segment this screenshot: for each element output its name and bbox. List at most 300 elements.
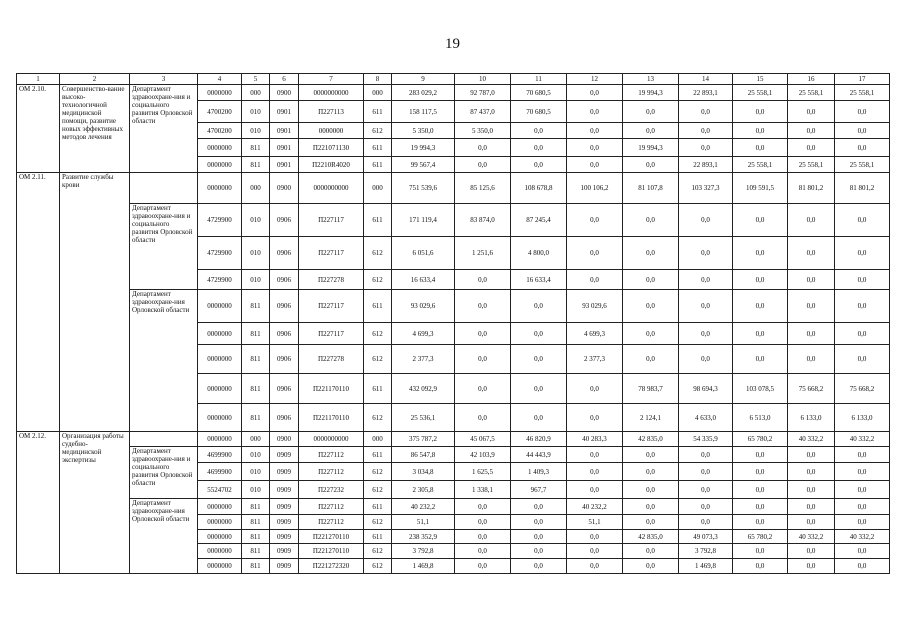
data-cell: 811: [242, 559, 270, 574]
data-cell: 0,0: [788, 101, 835, 123]
data-cell: 5524702: [198, 481, 242, 499]
data-cell: П227113: [299, 101, 364, 123]
data-cell: 0901: [270, 101, 299, 123]
data-cell: 0,0: [567, 530, 623, 544]
data-cell: П227117: [299, 204, 364, 237]
data-cell: 93 029,6: [392, 290, 455, 323]
data-cell: 0909: [270, 559, 299, 574]
data-cell: 0,0: [511, 544, 567, 559]
data-cell: 0000000: [198, 559, 242, 574]
data-cell: 0,0: [835, 323, 890, 345]
data-cell: П227117: [299, 323, 364, 345]
data-cell: 25 558,1: [835, 157, 890, 173]
data-cell: 65 780,2: [733, 530, 788, 544]
data-cell: 0909: [270, 544, 299, 559]
data-cell: 0901: [270, 139, 299, 157]
data-cell: П227117: [299, 290, 364, 323]
data-cell: 4700200: [198, 101, 242, 123]
data-cell: 0,0: [511, 345, 567, 374]
data-cell: 0,0: [623, 345, 679, 374]
data-cell: 0000000: [198, 499, 242, 515]
data-cell: 1 251,6: [455, 237, 511, 270]
data-cell: 0,0: [835, 515, 890, 530]
data-cell: 611: [364, 530, 392, 544]
data-cell: 611: [364, 139, 392, 157]
data-cell: 811: [242, 374, 270, 404]
data-cell: 16 633,4: [511, 270, 567, 290]
measure-code: ОМ 2.10.: [17, 85, 60, 173]
data-cell: 0,0: [733, 290, 788, 323]
data-cell: 0000000: [198, 530, 242, 544]
data-cell: 0,0: [623, 237, 679, 270]
data-cell: 811: [242, 290, 270, 323]
data-cell: 44 443,9: [511, 447, 567, 463]
data-cell: 811: [242, 345, 270, 374]
data-cell: 0,0: [679, 463, 733, 481]
data-cell: 40 332,2: [788, 432, 835, 447]
data-cell: 0,0: [623, 447, 679, 463]
data-cell: П221270110: [299, 530, 364, 544]
data-cell: 0,0: [733, 544, 788, 559]
data-cell: 0000000000: [299, 173, 364, 204]
data-cell: 0,0: [567, 447, 623, 463]
data-cell: 611: [364, 204, 392, 237]
data-cell: 0,0: [835, 101, 890, 123]
data-cell: 0,0: [733, 139, 788, 157]
data-cell: 612: [364, 123, 392, 139]
data-cell: П221272320: [299, 559, 364, 574]
data-cell: 2 377,3: [567, 345, 623, 374]
data-cell: 0,0: [733, 559, 788, 574]
data-cell: 0,0: [567, 101, 623, 123]
data-cell: 0909: [270, 447, 299, 463]
data-cell: 0,0: [788, 463, 835, 481]
data-cell: 3 034,8: [392, 463, 455, 481]
data-cell: 25 558,1: [788, 157, 835, 173]
data-cell: 000: [242, 85, 270, 101]
data-cell: 612: [364, 404, 392, 432]
column-header: 14: [679, 74, 733, 85]
data-cell: 108 678,8: [511, 173, 567, 204]
data-cell: 16 633,4: [392, 270, 455, 290]
data-cell: 0,0: [567, 481, 623, 499]
table-row: [17, 204, 890, 237]
data-cell: 0,0: [455, 515, 511, 530]
data-cell: 0,0: [511, 323, 567, 345]
data-cell: 0909: [270, 499, 299, 515]
data-cell: 85 125,6: [455, 173, 511, 204]
data-cell: 0,0: [835, 447, 890, 463]
data-cell: 0,0: [835, 559, 890, 574]
data-cell: 0,0: [511, 530, 567, 544]
data-cell: 0,0: [623, 123, 679, 139]
data-cell: П221170110: [299, 374, 364, 404]
data-cell: 0,0: [623, 204, 679, 237]
data-cell: 0,0: [679, 290, 733, 323]
data-cell: 0,0: [679, 139, 733, 157]
data-cell: 811: [242, 515, 270, 530]
data-cell: 54 335,9: [679, 432, 733, 447]
data-cell: 611: [364, 157, 392, 173]
data-cell: 0909: [270, 463, 299, 481]
data-cell: 432 092,9: [392, 374, 455, 404]
data-cell: 0,0: [733, 123, 788, 139]
data-cell: 811: [242, 139, 270, 157]
data-cell: 751 539,6: [392, 173, 455, 204]
table-row: [17, 499, 890, 515]
data-cell: 010: [242, 463, 270, 481]
data-cell: 0900: [270, 173, 299, 204]
data-cell: П227112: [299, 499, 364, 515]
data-cell: 0,0: [835, 463, 890, 481]
data-cell: 25 558,1: [733, 157, 788, 173]
data-cell: 99 567,4: [392, 157, 455, 173]
data-cell: 2 124,1: [623, 404, 679, 432]
data-cell: 0,0: [455, 559, 511, 574]
data-cell: 6 133,0: [835, 404, 890, 432]
data-cell: 0,0: [733, 323, 788, 345]
data-cell: 158 117,5: [392, 101, 455, 123]
data-cell: 0,0: [567, 139, 623, 157]
data-cell: 4699900: [198, 447, 242, 463]
data-cell: 40 232,2: [567, 499, 623, 515]
column-header: 12: [567, 74, 623, 85]
data-cell: 70 680,5: [511, 85, 567, 101]
data-cell: 010: [242, 270, 270, 290]
data-cell: 0,0: [788, 559, 835, 574]
data-cell: 4 800,0: [511, 237, 567, 270]
measure-code: ОМ 2.12.: [17, 432, 60, 574]
data-cell: 0,0: [733, 237, 788, 270]
data-cell: 2 377,3: [392, 345, 455, 374]
data-cell: 6 513,0: [733, 404, 788, 432]
department-cell: [130, 432, 198, 447]
data-cell: 0,0: [455, 157, 511, 173]
data-cell: 0,0: [511, 139, 567, 157]
data-cell: 25 558,1: [788, 85, 835, 101]
data-cell: 0,0: [623, 544, 679, 559]
department-cell: Департамент здравоохране-ния Орловской области: [130, 499, 198, 574]
data-cell: 0,0: [679, 123, 733, 139]
data-cell: 811: [242, 530, 270, 544]
data-cell: 81 801,2: [835, 173, 890, 204]
budget-table: [16, 73, 890, 574]
data-cell: 0,0: [679, 481, 733, 499]
data-cell: 0,0: [623, 481, 679, 499]
data-cell: 010: [242, 101, 270, 123]
data-cell: 0900: [270, 85, 299, 101]
department-cell: Департамент здравоохране-ния и социального развития Орловской области: [130, 85, 198, 173]
data-cell: 3 792,8: [679, 544, 733, 559]
data-cell: 0000000: [198, 157, 242, 173]
table-row: [17, 85, 890, 101]
data-cell: 0,0: [511, 123, 567, 139]
data-cell: 0,0: [733, 345, 788, 374]
data-cell: 0,0: [788, 323, 835, 345]
data-cell: 612: [364, 544, 392, 559]
data-cell: 75 668,2: [788, 374, 835, 404]
data-cell: 611: [364, 499, 392, 515]
data-cell: П221270110: [299, 544, 364, 559]
data-cell: 0,0: [567, 237, 623, 270]
data-cell: 0,0: [835, 544, 890, 559]
data-cell: 0,0: [733, 481, 788, 499]
data-cell: 0,0: [455, 374, 511, 404]
data-cell: 010: [242, 481, 270, 499]
data-cell: 0906: [270, 345, 299, 374]
data-cell: 612: [364, 515, 392, 530]
data-cell: 0,0: [623, 499, 679, 515]
data-cell: П227278: [299, 270, 364, 290]
data-cell: 0000000: [198, 345, 242, 374]
data-cell: 0,0: [788, 139, 835, 157]
data-cell: 0909: [270, 530, 299, 544]
data-cell: 78 983,7: [623, 374, 679, 404]
data-cell: 0,0: [623, 290, 679, 323]
data-cell: 0906: [270, 404, 299, 432]
data-cell: 0,0: [623, 101, 679, 123]
data-cell: 0,0: [835, 270, 890, 290]
data-cell: 0000000: [198, 173, 242, 204]
data-cell: 25 558,1: [835, 85, 890, 101]
data-cell: 100 106,2: [567, 173, 623, 204]
data-cell: 0000000: [299, 123, 364, 139]
data-cell: 0,0: [567, 123, 623, 139]
data-cell: 0,0: [567, 404, 623, 432]
data-cell: 86 547,8: [392, 447, 455, 463]
column-header: 6: [270, 74, 299, 85]
data-cell: 0,0: [788, 515, 835, 530]
data-cell: 0,0: [679, 515, 733, 530]
data-cell: 51,1: [392, 515, 455, 530]
data-cell: 171 119,4: [392, 204, 455, 237]
page-number: 19: [445, 36, 460, 52]
data-cell: 25 536,1: [392, 404, 455, 432]
data-cell: 81 801,2: [788, 173, 835, 204]
data-cell: 42 835,0: [623, 432, 679, 447]
measure-name: Развитие службы крови: [60, 173, 130, 432]
table-row: [17, 432, 890, 447]
data-cell: 49 073,3: [679, 530, 733, 544]
data-cell: 0000000000: [299, 432, 364, 447]
data-cell: 0000000: [198, 139, 242, 157]
data-cell: 0909: [270, 481, 299, 499]
data-cell: 4699900: [198, 463, 242, 481]
data-cell: 000: [364, 173, 392, 204]
data-cell: 1 625,5: [455, 463, 511, 481]
column-header: 9: [392, 74, 455, 85]
data-cell: 612: [364, 323, 392, 345]
data-cell: 1 469,8: [392, 559, 455, 574]
data-cell: 612: [364, 237, 392, 270]
data-cell: 0,0: [835, 139, 890, 157]
data-cell: 5 350,0: [455, 123, 511, 139]
data-cell: П221071130: [299, 139, 364, 157]
data-cell: 811: [242, 499, 270, 515]
data-cell: 0,0: [733, 463, 788, 481]
data-cell: 611: [364, 101, 392, 123]
data-cell: 0901: [270, 123, 299, 139]
data-cell: 4729900: [198, 204, 242, 237]
data-cell: 811: [242, 157, 270, 173]
data-cell: 0,0: [788, 237, 835, 270]
measure-name: Организация работы судебно-медицинской экспертизы: [60, 432, 130, 574]
data-cell: 45 067,5: [455, 432, 511, 447]
department-cell: Департамент здравоохране-ния и социального развития Орловской области: [130, 447, 198, 499]
data-cell: 0,0: [788, 499, 835, 515]
data-cell: 0000000: [198, 290, 242, 323]
data-cell: 87 245,4: [511, 204, 567, 237]
data-cell: 0,0: [679, 101, 733, 123]
data-cell: 000: [364, 85, 392, 101]
data-cell: 51,1: [567, 515, 623, 530]
data-cell: 612: [364, 559, 392, 574]
data-cell: 75 668,2: [835, 374, 890, 404]
measure-code: ОМ 2.11.: [17, 173, 60, 432]
data-cell: 612: [364, 463, 392, 481]
data-cell: 0,0: [511, 290, 567, 323]
data-cell: 611: [364, 290, 392, 323]
department-cell: Департамент здравоохране-ния и социального развития Орловской области: [130, 204, 198, 290]
data-cell: 0,0: [455, 544, 511, 559]
column-header: 5: [242, 74, 270, 85]
data-cell: 0,0: [679, 323, 733, 345]
data-cell: 0,0: [567, 270, 623, 290]
data-cell: 0,0: [679, 270, 733, 290]
data-cell: 4 633,0: [679, 404, 733, 432]
data-cell: 0,0: [455, 530, 511, 544]
column-header: 16: [788, 74, 835, 85]
column-header: 8: [364, 74, 392, 85]
column-header: 15: [733, 74, 788, 85]
data-cell: 81 107,8: [623, 173, 679, 204]
column-header: 10: [455, 74, 511, 85]
data-cell: 98 694,3: [679, 374, 733, 404]
data-cell: 0900: [270, 432, 299, 447]
data-cell: 0,0: [623, 270, 679, 290]
header-row: [17, 74, 890, 85]
data-cell: 010: [242, 447, 270, 463]
data-cell: 0,0: [511, 559, 567, 574]
data-cell: 0,0: [567, 463, 623, 481]
data-cell: 0,0: [679, 447, 733, 463]
data-cell: 611: [364, 374, 392, 404]
data-cell: 103 327,3: [679, 173, 733, 204]
data-cell: 0,0: [733, 270, 788, 290]
table-row: [17, 290, 890, 323]
data-cell: 1 409,3: [511, 463, 567, 481]
data-cell: 0,0: [679, 237, 733, 270]
data-cell: 0,0: [788, 447, 835, 463]
data-cell: 5 350,0: [392, 123, 455, 139]
data-cell: 811: [242, 544, 270, 559]
data-cell: 010: [242, 123, 270, 139]
data-cell: П227112: [299, 515, 364, 530]
data-cell: 000: [242, 432, 270, 447]
data-cell: 4 699,3: [567, 323, 623, 345]
data-cell: 0000000: [198, 85, 242, 101]
data-cell: 0000000: [198, 404, 242, 432]
data-cell: 0,0: [788, 290, 835, 323]
data-cell: 0000000000: [299, 85, 364, 101]
data-cell: 0,0: [567, 204, 623, 237]
data-cell: 611: [364, 447, 392, 463]
data-cell: 612: [364, 345, 392, 374]
data-cell: 4 699,3: [392, 323, 455, 345]
data-cell: 25 558,1: [733, 85, 788, 101]
data-cell: 40 332,2: [788, 530, 835, 544]
data-cell: 0,0: [679, 499, 733, 515]
data-cell: 0000000: [198, 544, 242, 559]
data-cell: 4729900: [198, 237, 242, 270]
data-cell: 46 820,9: [511, 432, 567, 447]
data-cell: 0,0: [567, 544, 623, 559]
data-cell: 010: [242, 237, 270, 270]
data-cell: 0,0: [733, 204, 788, 237]
data-cell: 0,0: [788, 345, 835, 374]
data-cell: 0,0: [733, 499, 788, 515]
data-cell: 000: [242, 173, 270, 204]
data-cell: 0000000: [198, 515, 242, 530]
data-cell: 0,0: [511, 404, 567, 432]
data-cell: 0,0: [835, 481, 890, 499]
data-cell: 0000000: [198, 323, 242, 345]
data-cell: 0,0: [835, 204, 890, 237]
table-row: [17, 447, 890, 463]
data-cell: 0,0: [788, 204, 835, 237]
data-cell: 967,7: [511, 481, 567, 499]
data-cell: 238 352,9: [392, 530, 455, 544]
data-cell: 0906: [270, 290, 299, 323]
data-cell: 4729900: [198, 270, 242, 290]
data-cell: 3 792,8: [392, 544, 455, 559]
data-cell: 19 994,3: [623, 139, 679, 157]
column-header: 17: [835, 74, 890, 85]
data-cell: 4700200: [198, 123, 242, 139]
data-cell: 0,0: [567, 374, 623, 404]
data-cell: 0,0: [455, 404, 511, 432]
data-cell: 612: [364, 270, 392, 290]
data-cell: 0,0: [679, 345, 733, 374]
data-cell: 0,0: [455, 139, 511, 157]
data-cell: 0906: [270, 237, 299, 270]
data-cell: 22 893,1: [679, 157, 733, 173]
measure-name: Совершенство-вание высоко-технологичной медицинской помощи, развитие новых эффективных методов лечения: [60, 85, 130, 173]
data-cell: 19 994,3: [623, 85, 679, 101]
data-cell: 0,0: [835, 123, 890, 139]
data-cell: 22 893,1: [679, 85, 733, 101]
data-cell: П2210R4020: [299, 157, 364, 173]
data-cell: 0,0: [788, 123, 835, 139]
data-cell: 283 029,2: [392, 85, 455, 101]
column-header: 1: [17, 74, 60, 85]
data-cell: 0,0: [567, 85, 623, 101]
data-cell: 0000000: [198, 374, 242, 404]
data-cell: 0,0: [623, 559, 679, 574]
data-cell: 0,0: [623, 157, 679, 173]
column-header: 2: [60, 74, 130, 85]
data-cell: 87 437,0: [455, 101, 511, 123]
data-cell: 40 332,2: [835, 432, 890, 447]
data-cell: 0,0: [455, 345, 511, 374]
data-cell: 0,0: [455, 270, 511, 290]
data-cell: 0,0: [733, 447, 788, 463]
data-cell: 0,0: [623, 515, 679, 530]
column-header: 11: [511, 74, 567, 85]
data-cell: 0,0: [511, 374, 567, 404]
data-cell: 19 994,3: [392, 139, 455, 157]
data-cell: 92 787,0: [455, 85, 511, 101]
